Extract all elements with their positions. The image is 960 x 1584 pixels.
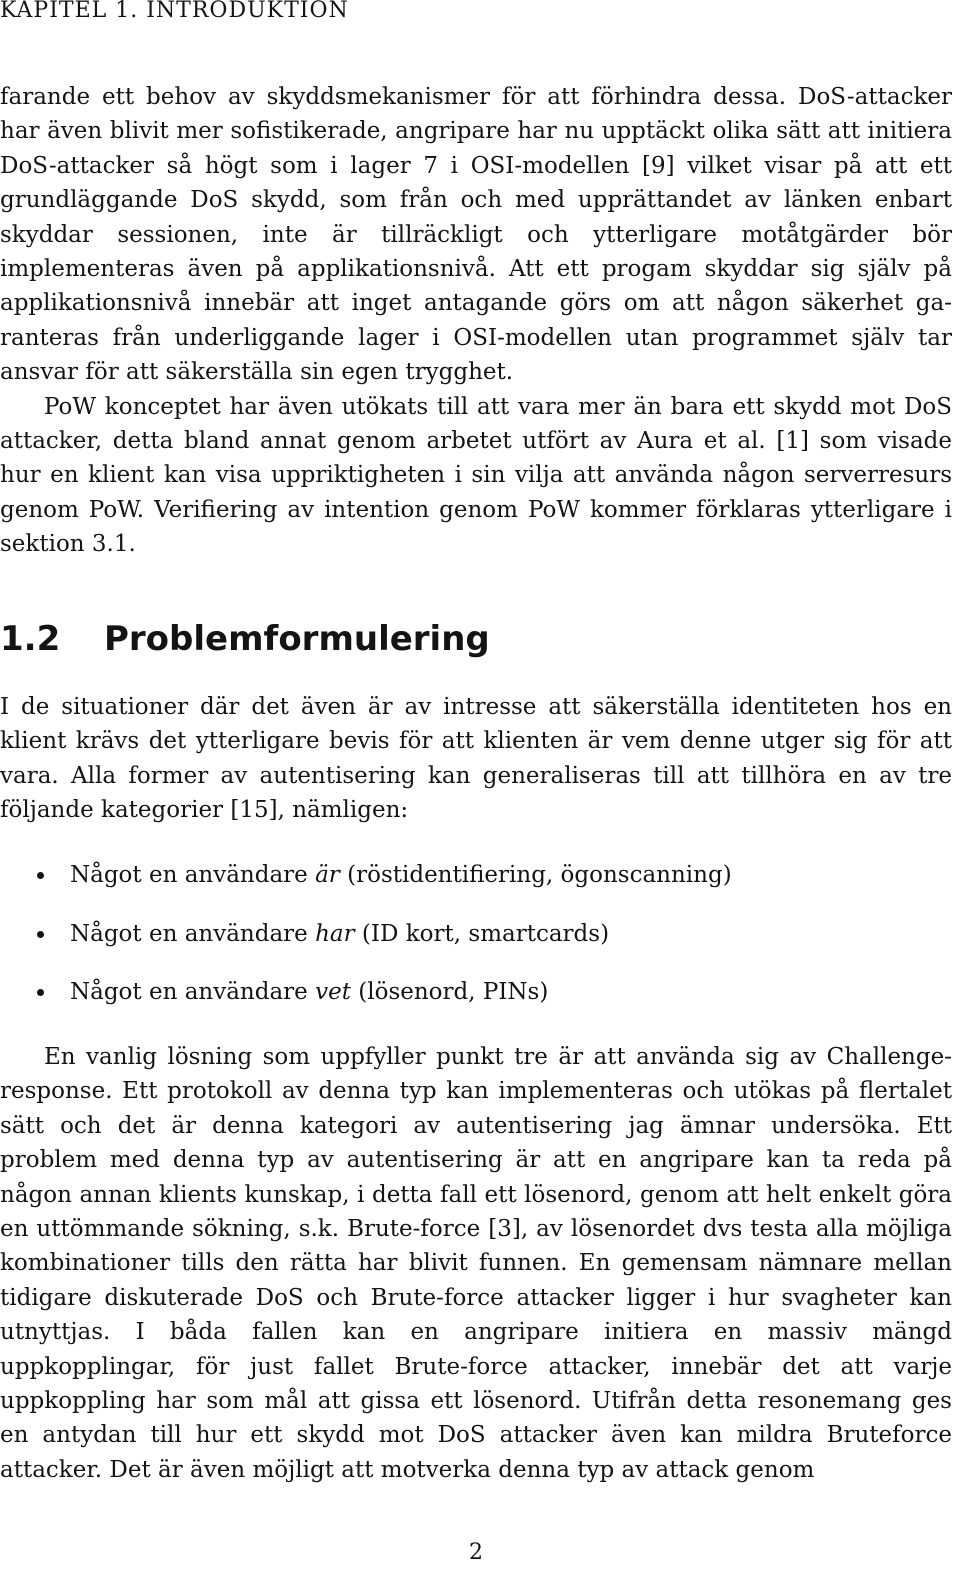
list-item-text: Något en användare bbox=[70, 862, 316, 888]
list-item bbox=[0, 917, 952, 976]
bullet-icon bbox=[37, 872, 44, 879]
list-item bbox=[0, 858, 952, 917]
list-item-emphasis: vet bbox=[315, 979, 351, 1005]
section-paragraph-2: En vanlig lösning som uppfyller punkt tre är att använda sig av Challengeresponse. Ett protokoll av denna typ kan implementeras och utökas på flertalet sätt och det är denna kategori av autentisering jag ämnar undersöka. Ett problem med denna typ av autentisering är att en angripare kan ta reda på någon annan klients kunskap, i detta fall ett lösenord, genom att helt enkelt göra en uttömmande sökning, s.k. Brute-force [3], av lösenordet dvs testa alla möjliga kombinationer tills den rätta har blivit funnen. En gemensam nämnare mellan tidigare diskuterade DoS och Brute-force attacker ligger i hur svagheter kan utnyttjas. I båda fallen kan en angripare initiera en massiv mängd uppkopplingar, för just fallet Brute-force attacker, innebär det att varje uppkoppling har som mål att gissa ett lösenord. Utifrån detta resonemang ges en antydan till hur ett skydd mot DoS attacker även kan mildra Bruteforce attacker. Det är även möjligt att motverka denna typ av attack genom bbox=[0, 1044, 952, 1483]
intro-text bbox=[0, 80, 952, 562]
list-item-text: (ID kort, smartcards) bbox=[354, 920, 610, 947]
section-number: 1.2 bbox=[0, 619, 61, 659]
page-number: 2 bbox=[469, 1540, 483, 1565]
list-item bbox=[0, 975, 952, 1034]
category-list bbox=[0, 858, 952, 1034]
list-item-text: (lösenord, PINs) bbox=[350, 979, 549, 1005]
list-item-text: Något en användare bbox=[70, 920, 316, 947]
intro-paragraph-1: farande ett behov av skyddsmekanismer för att förhindra dessa. DoS-attacker har även blivit mer sofistikerade, angripare har nu upptäckt olika sätt att initiera DoS-attacker så högt som i lager 7 i OSI-modellen [9] vilket visar på att ett grundläggande DoS skydd, som från och med upprättandet av länken enbart skyddar sessionen, inte är tillräckligt och ytterligare motåtgärder bör implementeras även på applikationsnivå. Att ett progam skyddar sig själv på applikationsnivå innebär att inget antagande görs om att någon säkerhet garanteras från underliggande lager i OSI-modellen utan programmet själv tar ansvar för att säkerställa sin egen trygghet. bbox=[0, 84, 952, 386]
list-item-text: (röstidentifiering, ögonscanning) bbox=[339, 862, 732, 888]
section-heading bbox=[0, 612, 490, 666]
list-item-emphasis: är bbox=[315, 862, 340, 888]
bullet-icon bbox=[37, 989, 44, 996]
section-title: Problemformulering bbox=[104, 619, 490, 659]
running-head: KAPITEL 1. INTRODUKTION bbox=[0, 0, 349, 23]
bullet-icon bbox=[37, 931, 44, 938]
list-item-emphasis: har bbox=[315, 920, 355, 947]
section-intro-text bbox=[0, 690, 952, 828]
intro-paragraph-2: PoW konceptet har även utökats till att vara mer än bara ett skydd mot DoS attacker, detta bland annat genom arbetet utfört av Aura et al. [1] som visade hur en klient kan visa uppriktigheten i sin vilja att använda någon serverresurs genom PoW. Verifiering av intention genom PoW kommer förklaras ytterligare i sektion 3.1. bbox=[0, 393, 952, 558]
section-paragraph-1: I de situationer där det även är av intresse att säkerställa identiteten hos en klient krävs det ytterligare bevis för att klienten är vem denne utger sig för att vara. Alla former av autentisering kan generaliseras till att tillhöra en av tre följande kategorier [15], nämligen: bbox=[0, 694, 952, 824]
section-body-text bbox=[0, 1040, 952, 1487]
list-item-text: Något en användare bbox=[70, 979, 316, 1005]
